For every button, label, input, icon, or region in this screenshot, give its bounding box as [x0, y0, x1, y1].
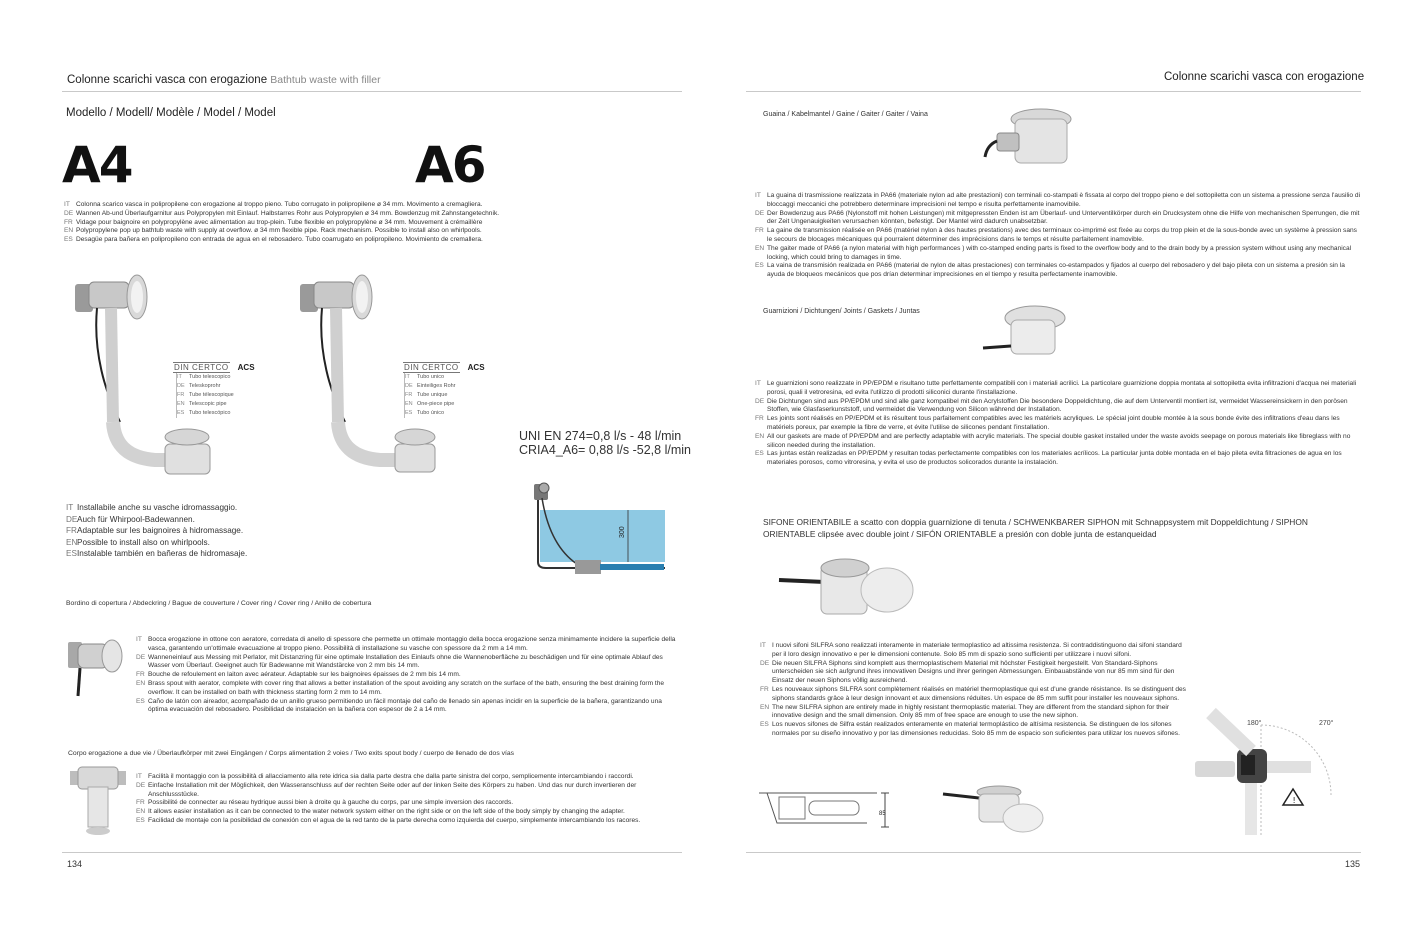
acs-logo: ACS	[237, 363, 255, 372]
header-title: Colonne scarichi vasca con erogazione	[67, 74, 268, 86]
left-header	[67, 74, 381, 86]
model-description: IT Colonna scarico vasca in polipropilene con erogazione al troppo pieno. Tubo corrugato in polipropilene ø 34 mm. Movimento a cremagliera. DE Wannen Ab-und Überlaufgarnitur aus Polypropylen mit Einlauf. Halbstarres Rohr aus Polypropylen ø 34 mm. Bowdenzug mit Zahnstangetechnik. FR Vidage pour baignoire en polypropylène avec alimentation au trop-plein. Tube flexible en polypropylène ø 34 mm. Mouvement à crémaillère EN Polypropylene pop up bathtub waste with supply at overflow. ø 34 mm flexible pipe. Rack mechanism. Possible to install also on whirlpools. ES Desagüe para bañera en polipropileno con entrada de agua en el rebosadero. Tubo coarrugato en polipropileno. Movimiento de cremallera.	[64, 201, 500, 244]
header-rule	[746, 91, 1361, 92]
right-header: Colonne scarichi vasca con erogazione	[1164, 71, 1365, 83]
install-note: IT Installabile anche su vasche idromassaggio. DE Auch für Whirpool-Badewannen. FR Adaptable sur les baignoires à hidromassage. EN Possible to install also on whirlpools. ES Instalable también en bañeras de hidromasaje.	[66, 503, 248, 559]
siphon-photo	[939, 780, 1049, 836]
model-a6: A6	[415, 136, 485, 194]
siphon-title: SIFONE ORIENTABILE a scatto con doppia guarnizione di tenuta / SCHWENKBARER SIPHON mit Schnappsystem mit Doppeldichtung / SIPHON ORIENTABLE clipsée avec double joint / SIFÓN ORIENTABLE a presión con doble junta de estanqueidad	[763, 517, 1308, 539]
bath-installation-diagram	[520, 478, 670, 578]
right-page	[713, 0, 1427, 933]
header-rule	[62, 91, 682, 92]
dimension-300: 300	[619, 526, 626, 538]
joints-title: Guarnizioni / Dichtungen/ Joints / Gaskets / Juntas	[763, 308, 920, 315]
siphon-rotation-diagram	[1191, 705, 1351, 845]
body-title: Corpo erogazione a due vie / Überlaufkörper mit zwei Eingängen / Corps alimentation 2 voies / Two exits spout body / cuerpo de llenado de dos vías	[68, 750, 515, 757]
a4-pipe-list: IT Tubo telescopico DE Teleskoprohr FR Tube télescopique EN Telescopic pipe ES Tubo telescópico	[177, 374, 234, 416]
siphon-image	[775, 552, 925, 622]
header-subtitle: Bathtub waste with filler	[270, 74, 381, 86]
page-number: 134	[67, 859, 83, 869]
siphon-dimension-drawing	[757, 785, 897, 835]
gaiter-text: IT La guaina di trasmissione realizzata in PA66 (materiale nylon ad alte prestazioni) con terminali co-stampati è fissata al corpo del troppo pieno e del sottopiletta con un sistema a pressione senza l'ausilio di bloccaggi meccanici che potrebbero determinare imprecisioni nel tempo e risulta perfettamente inamovibile. DE Der Bowdenzug aus PA66 (Nylonstoff mit hohen Leistungen) mit mitgepressten Enden ist am Überlauf- und Unterventilkörper durch ein Drucksystem ohne die Hilfe von mechanischen Sperrungen, die mit der Zeit Ungenauigkeiten verursachen könnten, befestigt. Der Mantel wird dadurch unabsetzbar. FR La gaine de transmission réalisée en PA66 (matériel nylon à des hautes prestations) avec des terminaux co-imprimé est fixée au corps du trop plein et de la sous-bonde avec un système à pression sans le secours de blocages mécaniques qui pourraient déterminer des imprécisions dans le temps et résulte parfaitement inamovible. EN The gaiter made of PA66 (a nylon material with high performances ) with co-stamped ending parts is fixed to the overflow body and to the drain body by a pression system without using any mechanical locking, which could bring to damages in time. ES La vaina de transmisión realizada en PA66 (material de nylon de altas prestaciones) con terminales co-estampados y fijados al cuerpo del rebosadero y del bajo pileta con un sistema a presión sin la ayuda de bloqueos mecánicos que pos drían determinar imprecisiones en el tiempo y resulta perfectamente inamovible.	[755, 192, 1361, 279]
footer-rule	[746, 852, 1361, 853]
body-text: IT Facilità il montaggio con la possibilità di allacciamento alla rete idrica sia dalla parte destra che dalla parte sinistra del corpo, semplicemente intercambiando i raccordi. DE Einfache Installation mit der Möglichkeit, den Wasseranschluss auf der rechten Seite oder auf der linken Seite des Körpers zu haben. Und das nur durch invertieren der Anschlussstücke. FR Possibilité de connecter au réseau hydrique aussi bien à droite qu à gauche du corps, par une simple inversion des raccords. EN It allows easier installation as it can be connected to the water network system either on the right side or on the left side of the body simply by changing the adapter. ES Facilidad de montaje con la posibilidad de conexión con el agua de la red tanto de la parte derecha como izquierda del cuerpo, simplemente intercambiando los racores.	[136, 773, 641, 824]
flow-rate-cria: CRIA4_A6= 0,88 l/s -52,8 l/min	[519, 443, 691, 457]
angle-270: 270°	[1319, 720, 1334, 727]
din-certco-logo: DIN CERTCO	[404, 363, 459, 372]
model-label: Modello / Modell/ Modèle / Model / Model	[66, 107, 276, 119]
flow-rates	[519, 429, 691, 457]
footer-rule	[62, 852, 682, 853]
din-certco-logo: DIN CERTCO	[174, 363, 229, 372]
a6-pipe-list: IT Tubo unico DE Einteiliges Rohr FR Tube unique EN One-piece pipe ES Tubo único	[405, 374, 456, 416]
model-a4: A4	[62, 136, 132, 194]
cover-ring-text: IT Bocca erogazione in ottone con aeratore, corredata di anello di spessore che permette un ottimale montaggio della bocca erogazione senza minimamente incidere la superficie della vasca, garantendo un'ottimale evacuazione al troppo pieno. Possibilità di installazione su vasche con spessore da 2 mm a 14 mm. DE Wanneneinlauf aus Messing mit Perlator, mit Distanzring für eine optimale Installation des Einlaufs ohne die Wannenoberfläche zu beschädigen und für eine optimale Ablauf des Wasser vom Überlauf. Geeignet auch für Badewanne mit Wandstärcke von 2 mm bis 14 mm. FR Bouche de refoulement en laiton avec aérateur. Adaptable sur les baignoires épaisses de 2 mm bis 14 mm. EN Brass spout with aerator, complete with cover ring that allows a better installation of the spout avoiding any scratch on the surface of the bath, ensuring the best draining form the overflow. It can be installed on bath with thickness starting form 2 mm to 14 mm. ES Caño de latón con aireador, acompañado de un anillo grueso permitiendo un fácil montaje del caño de llenado sin apenas incidir en la superficie de la bañera, garantizando una óptima evacuación del rebosadero. Posibilidad de instalación en la bañera con espesor de 2 a 14 mm.	[136, 636, 676, 714]
left-page	[0, 0, 713, 933]
spout-image	[66, 636, 130, 698]
acs-logo: ACS	[467, 363, 485, 372]
angle-180: 180°	[1247, 720, 1262, 727]
joints-text: IT Le guarnizioni sono realizzate in PP/EPDM e risultano tutte perfettamente compatibili con i materiali acrilici. La particolare guarnizione doppia montata al sottopiletta evita infiltrazioni d'acqua nei materiali porosi, quali il vetroresina, ed evita l'utilizzo di prodotti siliconici durante l'installazione. DE Die Dichtungen sind aus PP/EPDM und sind alle ganz kompatibel mit den Acrylstoffen Die besondere Doppeldichtung, die auf dem Unterventil montiert ist, vermeidet Wassereinsickern in den porösen Stoffen, wie Glasfaserkunststoff, und vermeidet die Verwendung von Silicon während der Installation. FR Les joints sont réalisés en PP/EPDM et ils résultent tous parfaitement compatibles avec les matériels acryliques. Le spécial joint double montée à la sous bonde évite des infiltrations d'eau dans les matériels poreux, par exemple la fibre de verre, et évite l'utilise de silicones pendant l'installation. EN All our gaskets are made of PP/EPDM and are perfectly adaptable with acrylic materials. The special double gasket installed under the waste avoids seepage on porous materials like fibreglass with no silicon needed during the installation. ES Las juntas están realizadas en PP/EPDM y resultan todas perfectamente compatibles con los materiales acrílicos. La particular junta doble montada en el bajo pileta evita filtraciones de agua en los materiales porosos, como vitroresina, y evita el uso de productos solicorados durante la instalación.	[755, 380, 1357, 467]
gaiter-image	[983, 105, 1083, 177]
joints-image	[975, 302, 1075, 370]
dimension-85: 85	[879, 811, 886, 817]
page-number: 135	[1345, 859, 1361, 869]
flow-rate-uni: UNI EN 274=0,8 l/s - 48 l/min	[519, 429, 682, 443]
gaiter-title: Guaina / Kabelmantel / Gaine / Gaiter / Gaiter / Vaina	[763, 111, 928, 118]
two-exits-body-image	[66, 765, 132, 837]
cover-ring-title: Bordino di copertura / Abdeckring / Bague de couverture / Cover ring / Cover ring / Anillo de cobertura	[66, 600, 372, 607]
svg-text:!: !	[1292, 796, 1296, 805]
siphon-text: IT I nuovi sifoni SILFRA sono realizzati interamente in materiale termoplastico ad altissima resistenza. Si contraddistinguono dai sifoni standard per il loro design innovativo e per le dimensioni contenute. Solo 85 mm di spazio sono sufficienti per utilizzare i nuovi sifoni. DE Die neuen SILFRA Siphons sind komplett aus thermoplastischem Material mit höchster Festigkeit hergestellt. Von Standard-Siphons unterscheiden sie sich aufgrund ihres innovativen Designs und ihrer geringen Abmessungen. Einbauabstände von nur 85 mm sind für den Einsatz der neuen Siphons völlig ausreichend. FR Les nouveaux siphons SILFRA sont complètement réalisés en matériel thermoplastique qui est d'une grande résistance. Ils se distinguent des siphons standards grâce à leur design innovant et aux dimensions réduites. Un espace de 85 mm suffit pour installer les nouveaux siphons. EN The new SILFRA siphon are entirely made in highly resistant thermoplastic material. They are different from the standard siphon for their innovative design and the small dimension. Only 85 mm of free space are enough to use the new siphon. ES Los nuevos sifones de Silfra están realizados enteramente en material termoplástico de altísima resistencia. Se distinguen de los sifones normales por su diseño innovativo y por las dimensiones reducidas. Solo 85 mm de espacio son suficientes para utilizar los nuevos sifones.	[760, 642, 1186, 737]
